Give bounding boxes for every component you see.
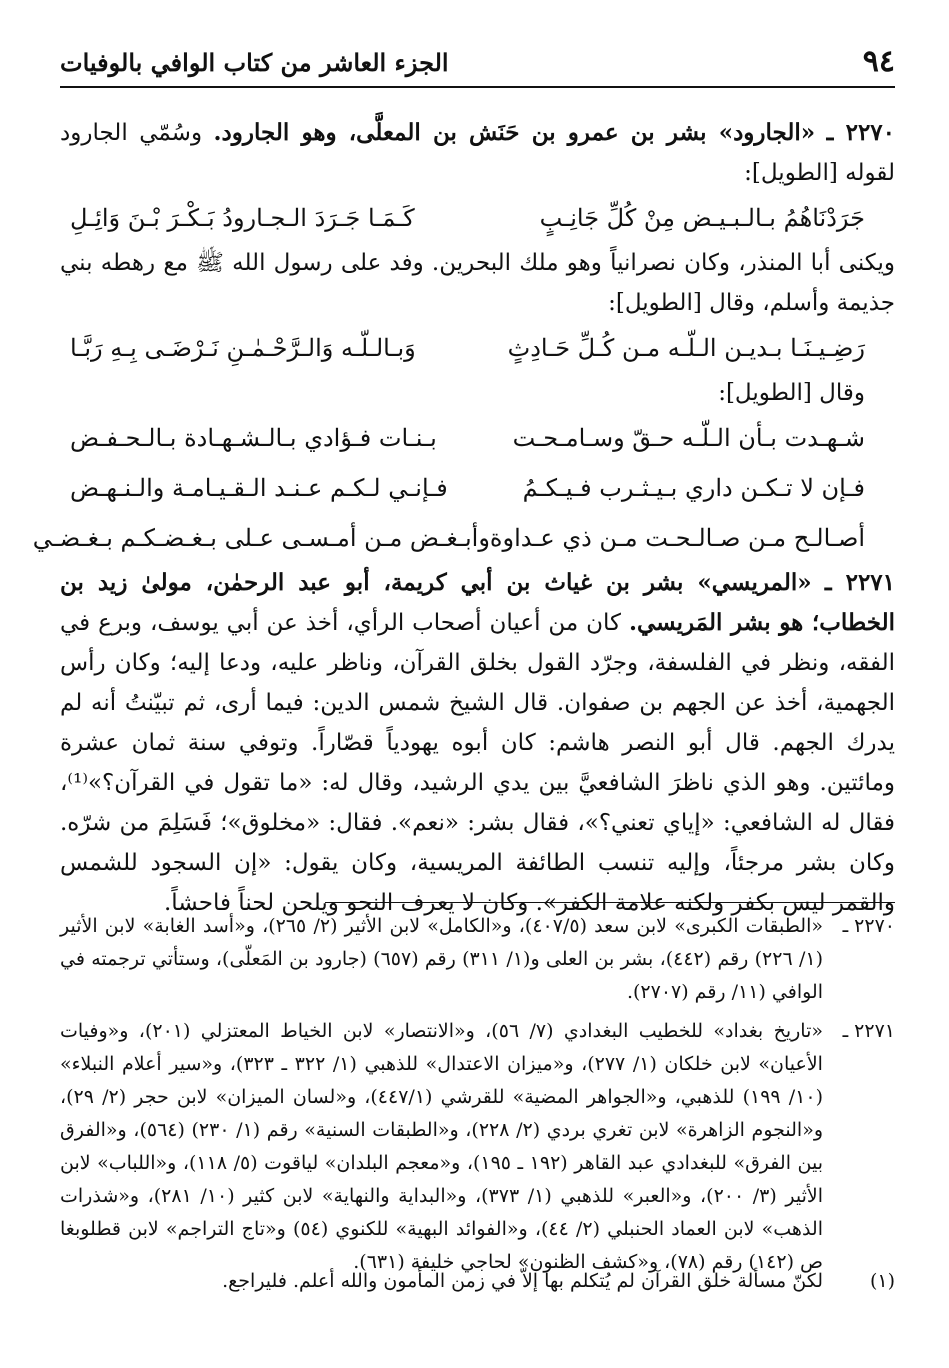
entry-text: وقال [الطويل]:: [718, 380, 865, 406]
verse-first-hemistich: شـهـدت بـأن الـلّـه حـقّ وسـامـحـت: [512, 424, 865, 452]
footnote-text: «الطبقات الكبرى» لابن سعد (٤٠٧/٥)، و«الكامل» لابن الأثير (٢/ ٢٦٥)، و«أسد الغابة» لابن الأثير (١/ ٢٢٦) رقم (٤٤٢)، بشر بن العلى و(١/ ٣١١) رقم (٦٥٧) (جارود بن المَعلّى)، وستأتي ترجمته في الوافي (١١/ رقم (٢٧٠٧).: [60, 915, 823, 1003]
poem-verse: [60, 323, 895, 373]
footnote-text: «تاريخ بغداد» للخطيب البغدادي (٧/ ٥٦)، و«الانتصار» لابن الخياط المعتزلي (٢٠١)، و«وفيات الأعيان» لابن خلكان (١/ ٢٧٧)، و«ميزان الاعتدال» للذهبي (١/ ٣٢٢ ـ ٣٢٣)، و«سير أعلام النبلاء» (١٠/ ١٩٩) للذهبي، و«الجواهر المضية» للقرشي (٤٤٧/١)، و«لسان الميزان» لابن حجر (٢/ ٢٩)، و«النجوم الزاهرة» لابن تغري بردي (٢/ ٢٢٨)، و«الطبقات السنية» رقم (١/ ٢٣٠) (٥٦٤)، و«الفرق بين الفرق» للبغدادي عبد القاهر (١٩٢ ـ ١٩٥)، و«معجم البلدان» لياقوت (٥/ ١١٨)، و«اللباب» لابن الأثير (٣/ ٢٠٠)، و«العبر» للذهبي (١/ ٣٧٣)، و«البداية والنهاية» لابن كثير (١٠/ ٢٨١)، و«شذرات الذهب» لابن العماد الحنبلي (٢/ ٤٤)، و«الفوائد البهية» للكنوي (٥٤) و«تاج التراجم» لابن قطلوبغا ص (١٤٢) رقم (٧٨)، و«كشف الظنون» لحاجي خليفة (٦٣١).: [60, 1020, 823, 1273]
main-text: [32, 113, 896, 916]
verse-first-hemistich: فـإن لا تـكـن داري بـيـثـرب فـيـكـمُ: [522, 474, 865, 502]
entry-heading: «المريسي» بشر بن غياث بن أبي كريمة، أبو عبد الرحمٰن، مولىٰ زيد بن الخطاب؛ هو بشر المَريسي.: [60, 569, 895, 636]
verse-second-hemistich: كَـمَـا جَـرَدَ الـجـارودُ بَـكْـرَ بْـنَ وَائِـلِ: [70, 204, 415, 232]
footnote-number: (١): [869, 1270, 895, 1292]
poem-verse: [60, 413, 895, 463]
footnotes: [60, 880, 895, 1300]
footnote: [60, 1015, 895, 1279]
entry-2270-intro: [60, 113, 895, 193]
footnote-text: لكنّ مسألة خلق القرآن لم يُتكلم بها إلاّ في زمن المأمون والله أعلم. فليراجع.: [222, 1270, 823, 1292]
footnote-number: ٢٢٧١ ـ: [842, 1020, 895, 1042]
footnote: [60, 1265, 895, 1298]
verse-first-hemistich: جَرَدْنَاهُمُ بـالـبـيـض مِنْ كُلِّ جَانِـبٍ: [539, 204, 865, 232]
running-title: الجزء العاشر من كتاب الوافي بالوفيات: [60, 48, 449, 77]
verse-first-hemistich: رَضِـيـنَـا بـديـن الـلّـه مـن كُـلِّ حَـادِثٍ: [507, 334, 865, 362]
entry-heading: «الجارود» بشر بن عمرو بن حَنَش بن المعلَّى، وهو الجارود.: [213, 119, 816, 146]
verse-second-hemistich: فـإنـي لـكـم عـنـد الـقـيـامـة والـنـهـض: [70, 474, 448, 502]
entry-text: ويكنى أبا المنذر، وكان نصرانياً وهو ملك البحرين. وفد على رسول الله ﷺ مع رهطه بني جذيمة وأسلم، وقال [الطويل]:: [60, 250, 895, 316]
verse-first-hemistich: أصـالـح مـن صـالـحـت مـن ذي عـداوة: [489, 524, 865, 552]
entry-text: كان من أعيان أصحاب الرأي، أخذ عن أبي يوسف، وبرع في الفقه، ونظر في الفلسفة، وجرّد القول بخلق القرآن، وناظر عليه، ودعا إليه؛ وكان رأس الجهمية، أخذ عن الجهم بن صفوان. قال الشيخ شمس الدين: فيما أرى، ثم تبيّنتُ أنه لم يدرك الجهم. قال أبو النصر هاشم: كان أبوه يهودياً قصّاراً. وتوفي سنة ثمان عشرة ومائتين. وهو الذي ناظرَ الشافعيَّ بين يدي الرشيد، وقال له: «ما تقول في القرآن؟»⁽¹⁾، فقال له الشافعي: «إياي تعني؟»، فقال بشر: «نعم». فقال: «مخلوق»؛ فَسَلِمَ من شرّه. وكان بشر مرجئاً، وإليه تنسب الطائفة المريسية، وكان يقول: «إن السجود للشمس والقمر ليس بكفر ولكنه علامة الكفر». وكان لا يعرف النحو ويلحن لحناً فاحشاً.: [60, 610, 895, 916]
poem-verse: [32, 513, 895, 563]
poem-verse: [60, 193, 895, 243]
verse-second-hemistich: بـنـات فـؤادي بـالـشـهـادة بـالـحـفـض: [70, 424, 437, 452]
entry-text: وسُمّي الجارود لقوله [الطويل]:: [60, 120, 895, 186]
poem-verse: [60, 463, 895, 513]
verse-second-hemistich: وَبـالـلّـه وَالـرَّحْـمٰـنِ نَـرْضَـى بِـهِ رَبَّـا: [70, 334, 416, 362]
entry-2271: [60, 563, 895, 923]
footnote: [60, 910, 895, 1009]
entry-number: ٢٢٧٠ ـ: [826, 119, 896, 146]
footnote-number: ٢٢٧٠ ـ: [842, 915, 895, 937]
page-header: [60, 38, 895, 88]
entry-number: ٢٢٧١ ـ: [824, 569, 896, 596]
footnote-separator: [325, 902, 895, 903]
page-number: ٩٤: [862, 44, 895, 79]
verse-second-hemistich: وأبـغـض مـن أمـسـى عـلى بـغـضـكـم بـغـضـي: [32, 524, 490, 552]
